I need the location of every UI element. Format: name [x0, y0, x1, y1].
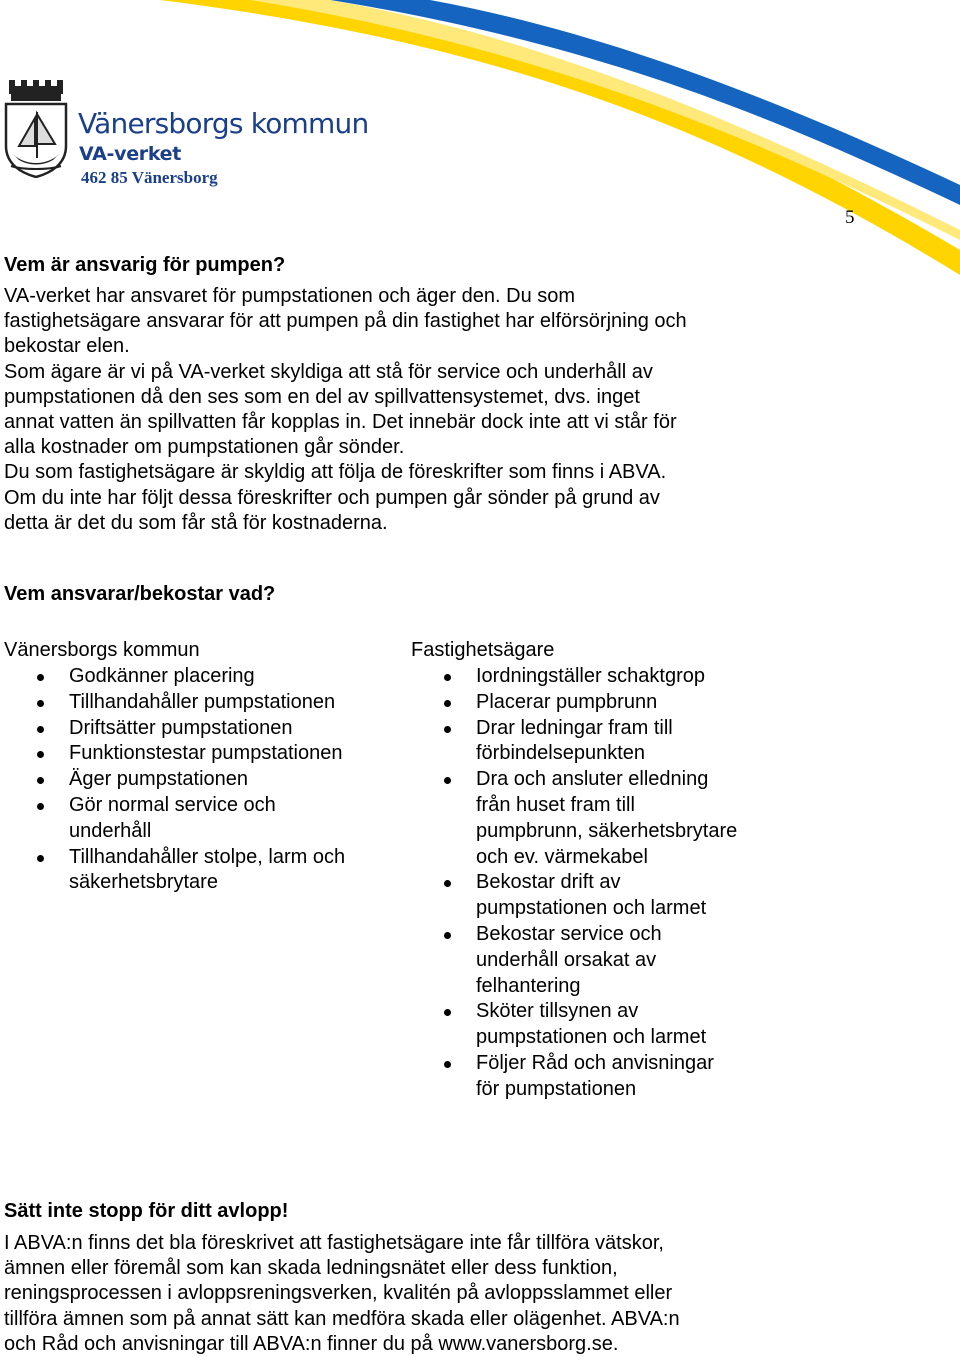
bullet-icon [444, 1009, 451, 1016]
bullet-icon [37, 803, 44, 810]
page-number: 5 [845, 207, 855, 228]
text-line: pumpstationen då den ses som en del av spillvattensystemet, dvs. inget [4, 385, 640, 408]
text-line: Du som fastighetsägare är skyldig att följa de föreskrifter som finns i ABVA. [4, 461, 667, 484]
org-name: Vänersborgs kommun [78, 107, 369, 140]
property-owner-column [411, 637, 771, 1103]
list-item: Bekostar drift av pumpstationen och larmet [411, 870, 741, 922]
bullet-icon [444, 726, 451, 733]
bullet-icon [37, 674, 44, 681]
bullet-icon [444, 1061, 451, 1068]
text-line: annat vatten än spillvatten får kopplas in. Det innebär dock inte att vi står för [4, 411, 677, 434]
section-heading-who-pays: Vem ansvarar/bekostar vad? [4, 583, 276, 605]
bullet-icon [444, 674, 451, 681]
bullet-icon [37, 777, 44, 784]
list-item: Iordningställer schaktgrop [411, 664, 741, 690]
list-item: Drar ledningar fram till förbindelsepunkten [411, 716, 741, 768]
section-body-dont-clog [4, 1231, 680, 1357]
list-item: Följer Råd och anvisningar för pumpstationen [411, 1051, 741, 1103]
list-item: Gör normal service och underhåll [4, 793, 349, 845]
section-heading-dont-clog: Sätt inte stopp för ditt avlopp! [4, 1200, 289, 1222]
section-heading-responsibility: Vem är ansvarig för pumpen? [4, 254, 286, 276]
municipality-list [4, 664, 364, 896]
municipality-column [4, 637, 364, 896]
list-item: Äger pumpstationen [4, 767, 349, 793]
bullet-icon [444, 932, 451, 939]
bullet-icon [444, 777, 451, 784]
property-owner-list [411, 664, 771, 1103]
department-name: VA-verket [79, 143, 182, 165]
column-title-municipality: Vänersborgs kommun [4, 639, 200, 661]
text-line: ämnen eller föremål som kan skada ledningsnätet eller dess funktion, [4, 1257, 618, 1280]
bullet-icon [444, 880, 451, 887]
coat-of-arms-icon [3, 74, 69, 178]
text-line: Om du inte har följt dessa föreskrifter och pumpen går sönder på grund av [4, 486, 660, 509]
text-line: fastighetsägare ansvarar för att pumpen på din fastighet har elförsörjning och [4, 310, 687, 333]
list-item: Tillhandahåller stolpe, larm och säkerhetsbrytare [4, 845, 349, 897]
text-line: och Råd och anvisningar till ABVA:n finner du på www.vanersborg.se. [4, 1332, 619, 1355]
bullet-icon [37, 751, 44, 758]
bullet-icon [37, 700, 44, 707]
bullet-icon [37, 855, 44, 862]
text-line: detta är det du som får stå för kostnaderna. [4, 511, 388, 534]
bullet-icon [444, 700, 451, 707]
text-line: Som ägare är vi på VA-verket skyldiga att stå för service och underhåll av [4, 360, 653, 383]
list-item: Sköter tillsynen av pumpstationen och larmet [411, 999, 741, 1051]
list-item: Godkänner placering [4, 664, 349, 690]
text-line: VA-verket har ansvaret för pumpstationen och äger den. Du som [4, 285, 576, 307]
text-line: alla kostnader om pumpstationen går sönder. [4, 436, 405, 459]
text-line: tillföra ämnen som på annat sätt kan medföra skada eller olägenhet. ABVA:n [4, 1307, 680, 1330]
postal-address: 462 85 Vänersborg [81, 168, 218, 187]
text-line: reningsprocessen i avloppsreningsverken, kvalitén på avloppsslammet eller [4, 1282, 673, 1305]
column-title-property-owner: Fastighetsägare [411, 639, 555, 661]
list-item: Bekostar service och underhåll orsakat av felhantering [411, 922, 741, 999]
bullet-icon [37, 726, 44, 733]
text-line: I ABVA:n finns det bla föreskrivet att fastighetsägare inte får tillföra vätskor, [4, 1232, 664, 1254]
list-item: Dra och ansluter elledning från huset fram till pumpbrunn, säkerhetsbrytare och ev. värmekabel [411, 767, 741, 870]
list-item: Placerar pumpbrunn [411, 690, 741, 716]
list-item: Tillhandahåller pumpstationen [4, 690, 349, 716]
list-item: Funktionstestar pumpstationen [4, 741, 349, 767]
list-item: Driftsätter pumpstationen [4, 716, 349, 742]
text-line: bekostar elen. [4, 335, 130, 358]
section-body-responsibility [4, 284, 687, 536]
